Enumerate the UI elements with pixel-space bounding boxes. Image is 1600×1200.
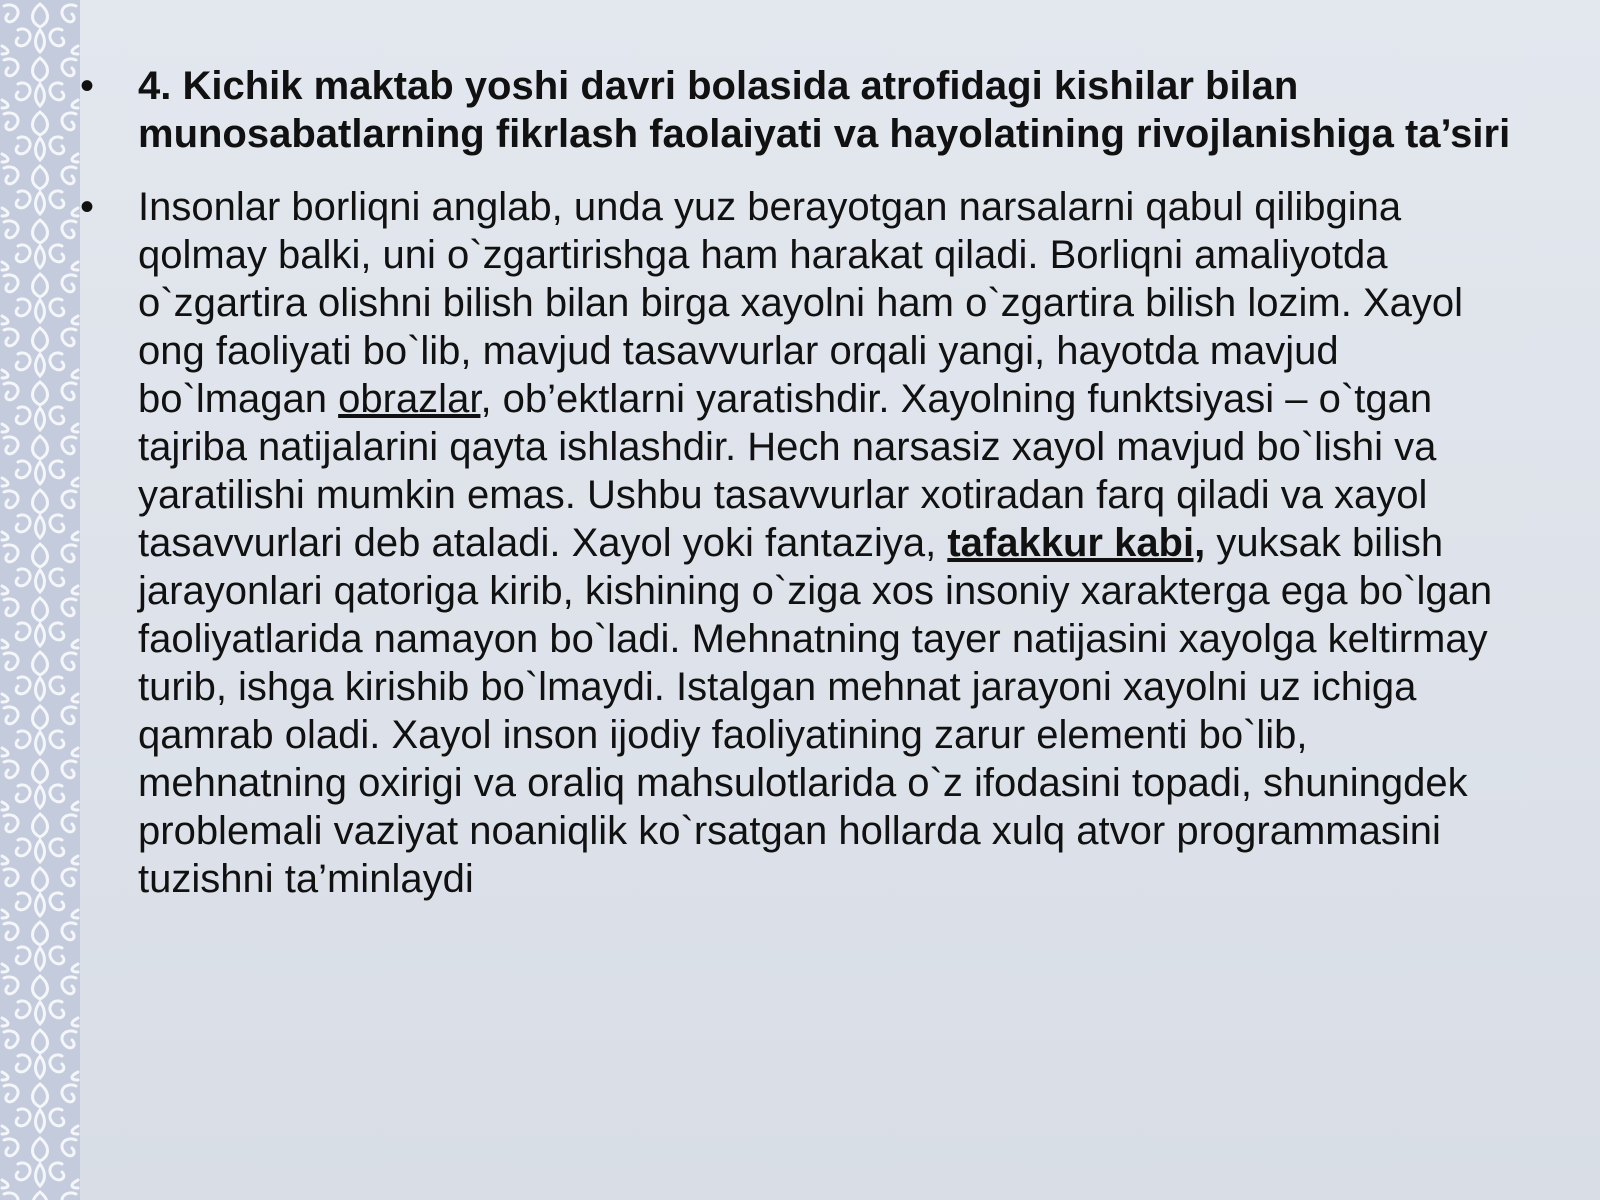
slide-heading: 4. Kichik maktab yoshi davri bolasida atrofidagi kishilar bilan munosabatlarning fikrlash faolaiyati va hayolatining rivojlanishiga ta’siri bbox=[138, 64, 1511, 156]
ornament-curl bbox=[36, 894, 45, 916]
tafakkur-kabi-link[interactable]: tafakkur kabi, bbox=[947, 521, 1206, 565]
ornament-curl bbox=[2, 856, 8, 864]
ornament-curl bbox=[72, 370, 78, 378]
ornament-curl bbox=[62, 977, 76, 994]
ornament-curl bbox=[72, 640, 78, 648]
ornament-tile bbox=[2, 328, 78, 378]
ornament-curl bbox=[2, 1126, 8, 1134]
ornament-curl bbox=[2, 532, 8, 540]
ornament-tile bbox=[2, 814, 78, 864]
ornament-curl bbox=[62, 707, 76, 724]
ornament-curl bbox=[72, 856, 78, 864]
ornament-curl bbox=[62, 1139, 76, 1156]
ornament-curl bbox=[62, 815, 76, 832]
ornament-curl bbox=[33, 1192, 48, 1200]
ornament-curl bbox=[62, 599, 76, 616]
ornament-curl bbox=[33, 220, 48, 243]
ornament-curl bbox=[72, 1018, 78, 1026]
ornament-curl bbox=[72, 1126, 78, 1134]
ornament-curl bbox=[36, 192, 45, 214]
body-text-part-1: Insonlar borliqni anglab, unda yuz berayotgan narsalarni qabul qilibgina qolmay balki, uni o`zgartirishga ham harakat qiladi. Borliqni amaliyotda o`zgartira olishni bilish bilan birga xayolni ham o`zgartira bilish lozim. Xayol ong faoliyati bo`lib, mavjud tasavvurlar orqali yangi, hayotda mavjud bo`lmagan bbox=[138, 185, 1464, 421]
ornament-curl bbox=[4, 1085, 18, 1102]
ornament-curl bbox=[36, 30, 45, 52]
ornament-curl bbox=[36, 786, 45, 808]
ornament-curl bbox=[4, 869, 18, 886]
ornament-curl bbox=[2, 1072, 8, 1080]
body-paragraph bbox=[138, 183, 1520, 903]
ornament-curl bbox=[72, 316, 78, 324]
ornament-curl bbox=[50, 731, 64, 748]
ornament-curl bbox=[50, 461, 64, 478]
ornament-curl bbox=[16, 245, 30, 262]
bullet-dot: • bbox=[80, 185, 95, 229]
ornament-curl bbox=[4, 761, 18, 778]
ornament-curl bbox=[62, 5, 76, 22]
ornament-curl bbox=[2, 316, 8, 324]
ornament-tile bbox=[2, 544, 78, 594]
ornament-curl bbox=[62, 761, 76, 778]
ornament-curl bbox=[62, 491, 76, 508]
ornament-curl bbox=[36, 84, 45, 106]
ornament-curl bbox=[33, 706, 48, 729]
ornament-curl bbox=[33, 1138, 48, 1161]
ornament-curl bbox=[33, 4, 48, 27]
ornament-curl bbox=[2, 478, 8, 486]
ornament-curl bbox=[50, 623, 64, 640]
ornament-curl bbox=[4, 1031, 18, 1048]
ornament-curl bbox=[62, 869, 76, 886]
ornament-curl bbox=[2, 424, 8, 432]
ornament-curl bbox=[62, 329, 76, 346]
ornament-curl bbox=[16, 623, 30, 640]
ornament-curl bbox=[33, 976, 48, 999]
ornament-curl bbox=[33, 166, 48, 189]
ornament-curl bbox=[50, 137, 64, 154]
ornament-curl bbox=[2, 46, 8, 54]
ornament-curl bbox=[50, 893, 64, 910]
ornament-curl bbox=[62, 653, 76, 670]
ornament-curl bbox=[62, 545, 76, 562]
ornament-tile bbox=[2, 58, 78, 108]
ornament-curl bbox=[50, 785, 64, 802]
ornament-curl bbox=[16, 893, 30, 910]
ornament-curl bbox=[16, 137, 30, 154]
ornament-curl bbox=[4, 221, 18, 238]
ornament-curl bbox=[2, 748, 8, 756]
ornament-curl bbox=[72, 208, 78, 216]
ornament-curl bbox=[50, 947, 64, 964]
bullet-dot: • bbox=[80, 64, 95, 108]
ornament-curl bbox=[72, 694, 78, 702]
ornament-curl bbox=[62, 113, 76, 130]
ornament-tile bbox=[2, 976, 78, 1026]
ornament-curl bbox=[4, 113, 18, 130]
ornament-tile bbox=[2, 436, 78, 486]
ornament-curl bbox=[36, 840, 45, 862]
ornament-curl bbox=[4, 707, 18, 724]
ornament-curl bbox=[2, 802, 8, 810]
ornament-curl bbox=[36, 624, 45, 646]
ornament-curl bbox=[62, 1193, 76, 1200]
ornament-curl bbox=[16, 299, 30, 316]
ornament-curl bbox=[50, 677, 64, 694]
bullet-heading bbox=[80, 62, 1520, 158]
ornament-curl bbox=[4, 1139, 18, 1156]
ornament-curl bbox=[62, 1085, 76, 1102]
ornament-curl bbox=[4, 815, 18, 832]
ornament-tile bbox=[2, 1030, 78, 1080]
ornament-curl bbox=[16, 1001, 30, 1018]
ornament-tile bbox=[2, 922, 78, 972]
ornament-curl bbox=[4, 437, 18, 454]
ornament-curl bbox=[33, 1084, 48, 1107]
ornament-curl bbox=[2, 640, 8, 648]
ornament-curl bbox=[16, 839, 30, 856]
ornament-curl bbox=[33, 544, 48, 567]
ornament-curl bbox=[16, 569, 30, 586]
ornament-curl bbox=[33, 328, 48, 351]
ornament-curl bbox=[4, 599, 18, 616]
ornament-curl bbox=[36, 300, 45, 322]
ornament-curl bbox=[72, 586, 78, 594]
ornament-curl bbox=[50, 839, 64, 856]
ornament-curl bbox=[33, 436, 48, 459]
ornament-tile bbox=[2, 760, 78, 810]
ornament-curl bbox=[16, 29, 30, 46]
obrazlar-link[interactable]: obrazlar bbox=[338, 377, 481, 421]
ornament-tile bbox=[2, 868, 78, 918]
ornament-curl bbox=[33, 58, 48, 81]
ornament-curl bbox=[33, 760, 48, 783]
ornament-curl bbox=[36, 1110, 45, 1132]
ornament-curl bbox=[50, 299, 64, 316]
ornament-curl bbox=[72, 910, 78, 918]
ornament-curl bbox=[2, 208, 8, 216]
ornament-curl bbox=[50, 191, 64, 208]
ornament-tile bbox=[2, 490, 78, 540]
ornament-curl bbox=[2, 910, 8, 918]
ornament-curl bbox=[50, 1109, 64, 1126]
ornament-tile bbox=[2, 652, 78, 702]
ornament-curl bbox=[50, 1001, 64, 1018]
ornament-curl bbox=[72, 478, 78, 486]
ornament-curl bbox=[33, 652, 48, 675]
ornament-curl bbox=[62, 59, 76, 76]
ornament-curl bbox=[36, 1164, 45, 1186]
ornament-curl bbox=[16, 785, 30, 802]
ornament-curl bbox=[62, 923, 76, 940]
ornament-curl bbox=[4, 923, 18, 940]
ornament-curl bbox=[33, 598, 48, 621]
ornament-curl bbox=[2, 154, 8, 162]
ornament-curl bbox=[36, 354, 45, 376]
ornament-curl bbox=[16, 407, 30, 424]
ornament-curl bbox=[50, 83, 64, 100]
ornament-curl bbox=[33, 922, 48, 945]
ornament-curl bbox=[50, 1163, 64, 1180]
ornament-curl bbox=[62, 167, 76, 184]
ornament-curl bbox=[4, 383, 18, 400]
ornament-curl bbox=[16, 677, 30, 694]
ornament-curl bbox=[16, 731, 30, 748]
ornament-tile bbox=[2, 598, 78, 648]
ornament-curl bbox=[16, 83, 30, 100]
ornament-curl bbox=[36, 1056, 45, 1078]
ornament-curl bbox=[36, 516, 45, 538]
ornament-curl bbox=[72, 262, 78, 270]
ornament-curl bbox=[33, 868, 48, 891]
ornament-curl bbox=[50, 245, 64, 262]
ornament-curl bbox=[36, 732, 45, 754]
ornament-tile bbox=[2, 706, 78, 756]
ornament-curl bbox=[72, 964, 78, 972]
ornament-curl bbox=[33, 814, 48, 837]
ornament-curl bbox=[62, 383, 76, 400]
ornament-curl bbox=[2, 694, 8, 702]
ornament-curl bbox=[72, 424, 78, 432]
ornament-curl bbox=[16, 1163, 30, 1180]
ornament-curl bbox=[36, 948, 45, 970]
ornament-curl bbox=[72, 46, 78, 54]
ornament-curl bbox=[2, 1018, 8, 1026]
ornament-curl bbox=[16, 1055, 30, 1072]
ornament-curl bbox=[2, 100, 8, 108]
ornament-curl bbox=[36, 408, 45, 430]
ornament-curl bbox=[4, 977, 18, 994]
ornament-tile bbox=[2, 1192, 78, 1200]
ornament-curl bbox=[50, 569, 64, 586]
ornament-pattern bbox=[0, 0, 80, 1200]
ornament-tile bbox=[2, 4, 78, 54]
ornament-curl bbox=[4, 545, 18, 562]
ornament-curl bbox=[50, 407, 64, 424]
ornament-curl bbox=[16, 461, 30, 478]
ornament-curl bbox=[50, 29, 64, 46]
ornament-curl bbox=[36, 462, 45, 484]
ornament-curl bbox=[72, 1072, 78, 1080]
ornament-curl bbox=[33, 274, 48, 297]
ornament-curl bbox=[4, 491, 18, 508]
ornament-curl bbox=[4, 167, 18, 184]
body-text-part-2: , ob’ektlarni yaratishdir. Xayolning funktsiyasi – o`tgan tajriba natijalarini qayta ishlashdir. Hech narsasiz xayol mavjud bo`lishi va yaratilishi mumkin emas. Ushbu tasavvurlar xotiradan farq qiladi va xayol tasavvurlari deb ataladi. Xayol yoki fantaziya, bbox=[138, 377, 1437, 565]
ornament-curl bbox=[36, 678, 45, 700]
ornament-curl bbox=[33, 490, 48, 513]
ornament-curl bbox=[33, 112, 48, 135]
ornament-curl bbox=[72, 1180, 78, 1188]
ornament-tile bbox=[2, 220, 78, 270]
body-text-part-3: yuksak bilish jarayonlari qatoriga kirib, kishining o`ziga xos insoniy xarakterga ega bo`lgan faoliyatlarida namayon bo`ladi. Mehnatning tayer natijasini xayolga keltirmay turib, ishga kirishib bo`lmaydi. Istalgan mehnat jarayoni xayolni uz ichiga qamrab oladi. Xayol inson ijodiy faoliyatining zarur elementi bo`lib, mehnatning oxirigi va oraliq mahsulotlarida o`z ifodasini topadi, shuningdek problemali vaziyat noaniqlik ko`rsatgan hollarda xulq atvor programmasini tuzishni ta’minlaydi bbox=[138, 521, 1493, 901]
ornament-curl bbox=[2, 586, 8, 594]
ornament-curl bbox=[4, 59, 18, 76]
ornament-tile bbox=[2, 166, 78, 216]
ornament-curl bbox=[62, 221, 76, 238]
ornament-curl bbox=[16, 353, 30, 370]
ornament-curl bbox=[72, 802, 78, 810]
ornament-curl bbox=[36, 138, 45, 160]
ornament-curl bbox=[4, 275, 18, 292]
ornament-curl bbox=[33, 1030, 48, 1053]
ornament-curl bbox=[72, 748, 78, 756]
bullet-body bbox=[80, 183, 1520, 903]
ornament-curl bbox=[36, 1002, 45, 1024]
ornament-curl bbox=[62, 1031, 76, 1048]
ornament-tile bbox=[2, 382, 78, 432]
ornament-curl bbox=[62, 275, 76, 292]
ornament-tile bbox=[2, 112, 78, 162]
ornament-curl bbox=[50, 1055, 64, 1072]
ornament-curl bbox=[36, 246, 45, 268]
ornament-curl bbox=[36, 570, 45, 592]
ornament-curl bbox=[16, 515, 30, 532]
ornament-curl bbox=[72, 532, 78, 540]
ornamental-border-icon bbox=[0, 0, 80, 1200]
ornament-curl bbox=[72, 100, 78, 108]
ornament-curl bbox=[16, 191, 30, 208]
ornament-tile bbox=[2, 274, 78, 324]
ornament-curl bbox=[4, 329, 18, 346]
ornament-curl bbox=[2, 964, 8, 972]
ornament-curl bbox=[16, 947, 30, 964]
ornament-tile bbox=[2, 1138, 78, 1188]
ornament-curl bbox=[72, 154, 78, 162]
ornament-curl bbox=[4, 5, 18, 22]
ornament-curl bbox=[2, 370, 8, 378]
slide-content bbox=[80, 62, 1520, 903]
ornament-curl bbox=[50, 515, 64, 532]
ornament-curl bbox=[16, 1109, 30, 1126]
ornament-tile bbox=[2, 1084, 78, 1134]
ornament-curl bbox=[4, 653, 18, 670]
ornament-curl bbox=[2, 262, 8, 270]
ornament-curl bbox=[33, 382, 48, 405]
ornament-curl bbox=[4, 1193, 18, 1200]
ornament-curl bbox=[50, 353, 64, 370]
ornament-curl bbox=[62, 437, 76, 454]
ornament-curl bbox=[2, 1180, 8, 1188]
